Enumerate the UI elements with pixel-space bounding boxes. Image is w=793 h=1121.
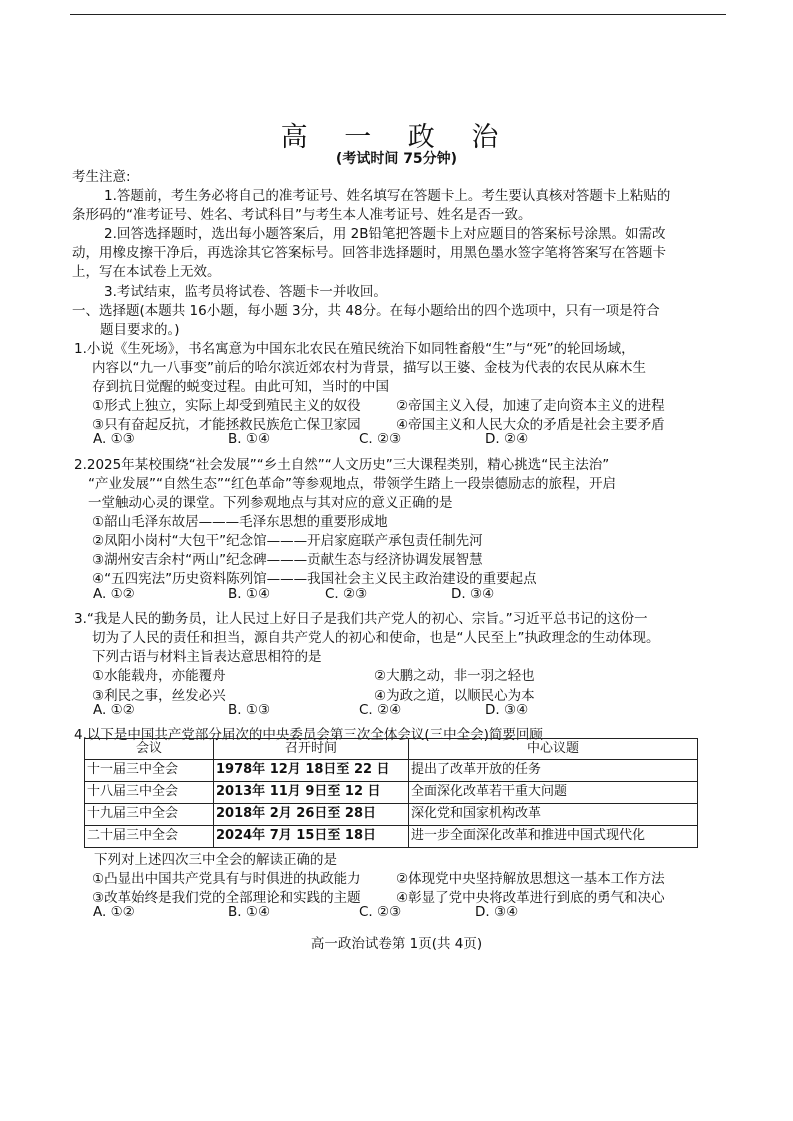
- cell-topic: 全面深化改革若干重大问题: [409, 782, 698, 804]
- cell-meeting: 二十届三中全会: [85, 826, 214, 848]
- table-row: [85, 804, 698, 826]
- cell-topic: 提出了改革开放的任务: [409, 760, 698, 782]
- q2-option-d[interactable]: D. ③④: [451, 586, 495, 602]
- q1-option-a[interactable]: A. ①③: [93, 431, 135, 447]
- q4-option-d[interactable]: D. ③④: [475, 904, 519, 920]
- q2-statement-4: ④“五四宪法”历史资料陈列馆———我国社会主义民主政治建设的重要起点: [92, 571, 537, 587]
- q1-option-b[interactable]: B. ①④: [228, 431, 271, 447]
- q1-statement-3: ③只有奋起反抗，才能拯救民族危亡保卫家园: [92, 417, 361, 433]
- notice-item-2-cont: 动，用橡皮擦干净后，再选涂其它答案标号。回答非选择题时，用黑色墨水签字笔将答案写在答题卡: [72, 245, 666, 261]
- q2-statement-3: ③湖州安吉余村“两山”纪念碑———贡献生态与经济协调发展智慧: [92, 552, 483, 568]
- q1-statement-1: ①形式上独立，实际上却受到殖民主义的奴役: [92, 398, 361, 414]
- q4-statement-3: ③改革始终是我们党的全部理论和实践的主题: [92, 890, 361, 906]
- exam-title: 高 一 政 治: [280, 122, 513, 153]
- q2-stem-2: “产业发展”“自然生态”“红色革命”等参观地点，带领学生踏上一段崇德励志的旅程，开启: [88, 476, 616, 492]
- q3-stem-2: 切为了人民的责任和担当，源自共产党人的初心和使命，也是“人民至上”执政理念的生动体现。: [92, 630, 660, 646]
- page-footer: 高一政治试卷第 1页(共 4页): [310, 936, 483, 952]
- cell-meeting: 十一届三中全会: [85, 760, 214, 782]
- cell-meeting: 十八届三中全会: [85, 782, 214, 804]
- cell-topic: 进一步全面深化改革和推进中国式现代化: [409, 826, 698, 848]
- notice-item-3: 3.考试结束，监考员将试卷、答题卡一并收回。: [104, 284, 387, 300]
- q4-stem: 4.以下是中国共产党部分届次的中央委员会第三次全体会议(三中全会)简要回顾: [74, 727, 543, 743]
- notice-item-2-cont2: 上，写在本试卷上无效。: [72, 264, 221, 280]
- q1-stem-2: 内容以“九一八事变”前后的哈尔滨近郊农村为背景，描写以王婆、金枝为代表的农民从麻木生: [92, 360, 646, 376]
- q4-statement-4: ④彰显了党中央将改革进行到底的勇气和决心: [396, 890, 665, 906]
- col-header-meeting: 会议: [85, 739, 214, 760]
- table-row: [85, 826, 698, 848]
- table-header-row: [85, 739, 698, 760]
- q1-option-d[interactable]: D. ②④: [485, 431, 529, 447]
- q3-stem-3: 下列古语与材料主旨表达意思相符的是: [92, 649, 322, 665]
- q1-stem-3: 存到抗日觉醒的蜕变过程。由此可知，当时的中国: [92, 379, 389, 395]
- cell-topic: 深化党和国家机构改革: [409, 804, 698, 826]
- cell-time: 2024年 7月 15日至 18日: [214, 826, 409, 848]
- q2-statement-1: ①韶山毛泽东故居———毛泽东思想的重要形成地: [92, 514, 388, 530]
- exam-duration: (考试时间 75分钟): [335, 151, 458, 167]
- q1-stem: 1.小说《生死场》，书名寓意为中国东北农民在殖民统治下如同牲畜般“生”与“死”的轮回场域，: [74, 341, 635, 357]
- q3-option-b[interactable]: B. ①③: [228, 702, 271, 718]
- q3-statement-1: ①水能载舟，亦能覆舟: [92, 668, 226, 684]
- q1-statement-4: ④帝国主义和人民大众的矛盾是社会主要矛盾: [396, 417, 665, 433]
- q3-option-d[interactable]: D. ③④: [485, 702, 529, 718]
- notice-item-1: 1.答题前，考生务必将自己的准考证号、姓名填写在答题卡上。考生要认真核对答题卡上粘贴的: [104, 188, 671, 204]
- q2-stem-3: 一堂触动心灵的课堂。下列参观地点与其对应的意义正确的是: [88, 495, 453, 511]
- q4-option-b[interactable]: B. ①④: [228, 904, 271, 920]
- cell-time: 1978年 12月 18日至 22 日: [214, 760, 409, 782]
- notice-item-1-cont: 条形码的“准考证号、姓名、考试科目”与考生本人准考证号、姓名是否一致。: [72, 207, 532, 223]
- q2-option-a[interactable]: A. ①②: [93, 586, 135, 602]
- q2-option-b[interactable]: B. ①④: [228, 586, 271, 602]
- q3-option-a[interactable]: A. ①②: [93, 702, 135, 718]
- q4-stem-2: 下列对上述四次三中全会的解读正确的是: [94, 852, 337, 868]
- section-heading: 一、选择题(本题共 16小题，每小题 3分，共 48分。在每小题给出的四个选项中，只有一项是符合: [72, 303, 660, 319]
- col-header-time: 召开时间: [214, 739, 409, 760]
- q3-statement-4: ④为政之道，以顺民心为本: [374, 688, 535, 704]
- notice-item-2: 2.回答选择题时，选出每小题答案后，用 2B铅笔把答题卡上对应题目的答案标号涂黑。如需改: [104, 226, 666, 242]
- q2-option-c[interactable]: C. ②③: [325, 586, 368, 602]
- q3-stem: 3.“我是人民的勤务员，让人民过上好日子是我们共产党人的初心、宗旨。”习近平总书记的这份一: [74, 611, 648, 627]
- q3-option-c[interactable]: C. ②④: [359, 702, 402, 718]
- q4-option-a[interactable]: A. ①②: [93, 904, 135, 920]
- q2-statement-2: ②凤阳小岗村“大包干”纪念馆———开启家庭联产承包责任制先河: [92, 533, 483, 549]
- q1-statement-2: ②帝国主义入侵，加速了走向资本主义的进程: [396, 398, 665, 414]
- table-row: [85, 782, 698, 804]
- q4-option-c[interactable]: C. ②③: [359, 904, 402, 920]
- cell-time: 2018年 2月 26日至 28日: [214, 804, 409, 826]
- q3-statement-3: ③利民之事，丝发必兴: [92, 688, 226, 704]
- q2-stem: 2.2025年某校围绕“社会发展”“乡土自然”“人文历史”三大课程类别，精心挑选“民主法治”: [74, 457, 610, 473]
- section-heading-cont: 题目要求的。): [100, 322, 180, 338]
- notice-heading: 考生注意:: [72, 169, 131, 185]
- cell-time: 2013年 11月 9日至 12 日: [214, 782, 409, 804]
- header-rule: [70, 14, 726, 15]
- q4-statement-2: ②体现党中央坚持解放思想这一基本工作方法: [396, 871, 665, 887]
- q4-statement-1: ①凸显出中国共产党具有与时俱进的执政能力: [92, 871, 361, 887]
- third-plenum-table: [84, 738, 698, 848]
- col-header-topic: 中心议题: [409, 739, 698, 760]
- cell-meeting: 十九届三中全会: [85, 804, 214, 826]
- q1-option-c[interactable]: C. ②③: [359, 431, 402, 447]
- q3-statement-2: ②大鹏之动，非一羽之轻也: [374, 668, 535, 684]
- table-row: [85, 760, 698, 782]
